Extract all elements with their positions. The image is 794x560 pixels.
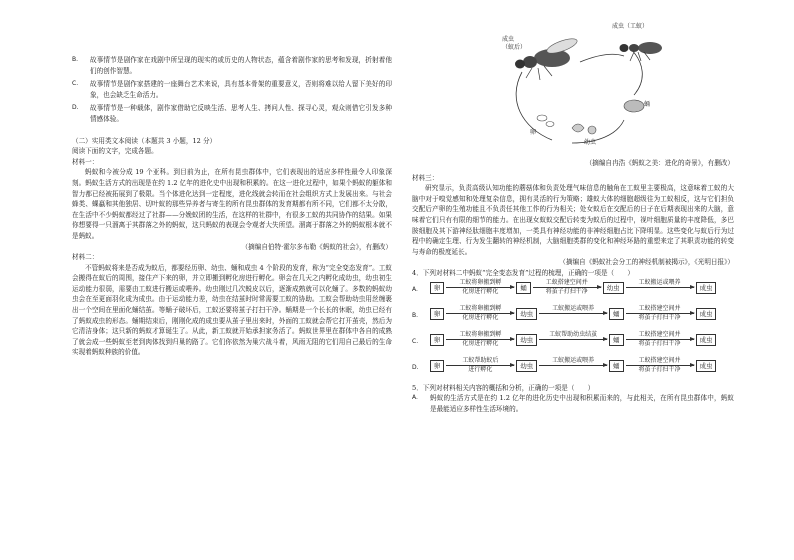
- options-top: [72, 55, 392, 125]
- arrow-line: [539, 365, 607, 366]
- flow-arrow: [624, 279, 696, 296]
- flow-stage-box: 蛹: [609, 360, 623, 372]
- flow-arrow: [537, 357, 609, 374]
- flow-arrow-label-bottom: 化房进行孵化: [462, 313, 499, 321]
- flow-arrow-label-bottom: 将茧子打扫干净: [638, 313, 681, 321]
- right-column: [412, 0, 734, 414]
- arrow-line: [446, 313, 514, 314]
- flow-arrow: [624, 331, 696, 348]
- diagram-source: （摘编自冉浩《蚂蚁之美：进化的奇景》，有删改）: [585, 159, 734, 167]
- label-pupa: 蛹: [644, 101, 651, 108]
- flow-option: [412, 331, 734, 353]
- flow-arrow-label-bottom: 化房进行孵化: [462, 287, 499, 295]
- question-4-options: [412, 279, 734, 379]
- larva-icon: [572, 124, 596, 134]
- arrow-line: [446, 365, 514, 366]
- material-1-source: （摘编自伯特·霍尔多布勒《蚂蚁的社会》，有删改）: [241, 242, 392, 251]
- flow-arrow-label-bottom: 将茧子打扫干净: [638, 365, 681, 373]
- flow-stage-box: 成虫: [696, 308, 717, 320]
- question-4: 4．下列对材料二中蚂蚁“完全变态发育”过程的梳理，正确的一项是（ ）: [412, 268, 634, 277]
- flow-arrow-label-bottom: [624, 288, 696, 296]
- flow-option-letter: B.: [412, 311, 419, 319]
- label-larva: 幼虫: [584, 139, 597, 146]
- egg-icon: [537, 115, 554, 127]
- material-1-text: 蚂蚁和今被分成 19 个亚科。到目前为止，在所有昆虫群体中，它们表现出的适应多样性最令人印象深刻。蚂蚁生活方式的出现是在约 1.2 亿年的进化史中出现和积累的。在这一进化过程中，如果个蚂蚁的躯体和智力都已经被拓展到了极限。当个体进化达到一定程度，进化线就会转而在社会组织方式上发展出来。与社会蜂类、蜾蠃和其他独居、切叶蚁的那些异养者与寄生的所有昆虫群体的发育期都有所不同，它们都不太分散，在生活中不少蚂蚁都经过了社群——分娩蚁团的生活，在这样的社群中，有很多工蚁的共同协作的结果。如果你想要得一只溜离于其群落之外的蚂蚁，这只蚂蚁的表现会令观者大失所望。溜离于群落之外的蚂蚁根本就不是蚂蚁。: [72, 168, 392, 240]
- flow-arrow-label-top: 工蚁将卵搬到孵: [459, 278, 502, 286]
- option-b: B. 故事情节是剧作家在戏剧中所呈现的现实的或历史的人物状态，蕴含着剧作家的思考和发现，折射着他们的创作智慧。: [72, 56, 392, 75]
- flow-arrow-label-top: 工蚁搭建空间并: [638, 356, 681, 364]
- flow-arrow-label-top: 工蚁搭建空间并: [638, 330, 681, 338]
- flow-stage-box: 卵: [430, 282, 444, 294]
- material-3-text: 研究显示，负责高级认知功能的蘑菇体和负责处理气味信息的触角在工蚁里主要极高，这意味着工蚁的大脑中对于嗅觉感知和处理复杂信息，拥有灵活的行为策略；雄蚁大体的细胞超级往为工蚁相反，这与它们担负交配后产卵的生殖功能且不负责任其他工作的行为相关；处女蚁后在交配后的日子在后期表现出来的大脑，意味着它们只有有限的细节的能力。在出现女蚁蚁交配后转变为蚁后的过程中，视叶细胞质量的丰度降低，多巴胺细胞及其下游神经肽细胞丰度增加，一类具有神经功能的非神经细胞占比下降明显。这些变化与蚁后行为过程中的确定生理、行为发生翻转的神经机制，大脑细胞类群的变化和神经环路的重塑来定了其职责功能的转变与寿命的极度延长。: [412, 184, 734, 256]
- flow-arrow-label-top: 工蚁搭建空间并: [545, 278, 588, 286]
- flow-arrow-label-bottom: 将茧子打扫干净: [638, 339, 681, 347]
- label-egg: 卵: [530, 129, 537, 136]
- arrow-line: [626, 339, 694, 340]
- left-column: [72, 0, 392, 358]
- flow-arrow-label-top: 工蚁搬运或喂养: [552, 304, 595, 312]
- arrow-line: [539, 339, 607, 340]
- flow-option: [412, 357, 734, 379]
- flow-arrow-label-top: 工蚁帮助幼虫结茧: [549, 330, 598, 338]
- flow-stage-box: 卵: [430, 308, 444, 320]
- flow-arrow: [444, 357, 516, 374]
- question-5: 5．下列对材料相关内容的概括和分析，正确的一项是（ ）: [412, 383, 595, 392]
- flow-arrow: [624, 357, 696, 374]
- section-title: （二）实用类文本阅读（本题共 3 小题，12 分）: [72, 136, 217, 145]
- flow-arrow: [531, 279, 603, 296]
- flow-stage-box: 成虫: [696, 334, 717, 346]
- flow-stage-box: 幼虫: [516, 360, 537, 372]
- material-1-title: 材料一：: [72, 157, 99, 166]
- flow-arrow: [537, 331, 609, 348]
- flow-arrow-label-top: 工蚁将卵搬到孵: [459, 330, 502, 338]
- flow-arrow: [537, 305, 609, 322]
- flow-arrow-label-bottom: [537, 314, 609, 322]
- label-queen: 成虫 （蚁后）: [502, 36, 527, 51]
- flow-arrow: [444, 279, 516, 296]
- flow-arrow-label-top: 工蚁搬运或喂养: [552, 356, 595, 364]
- flow-stage-box: 幼虫: [516, 308, 537, 320]
- arrow-line: [446, 287, 514, 288]
- material-2-title: 材料二：: [72, 253, 99, 262]
- flow-stage-box: 卵: [430, 360, 444, 372]
- flow-stage-box: 幼虫: [603, 282, 624, 294]
- option-c: C. 故事情节是剧作家搭建的一座舞台艺术来说，具有基本骨架的重要意义，否则将难以给人留下美好的印象，也会缺乏生命活力。: [72, 80, 392, 99]
- flow-arrow: [624, 305, 696, 322]
- option-d: D. 故事情节是一种载体，剧作家借助它反映生活、思考人生、拷问人性、探寻心灵，观众则借它引发多种情感体验。: [72, 104, 392, 123]
- material-2-text: 不管蚂蚁将来是否成为蚁后，都要经历卵、幼虫、蛹和成虫 4 个阶段的发育，称为“完全变态发育”。工蚁会搬得在蚁后的周围，接住产下来的卵，并立即搬到孵化房进行孵化。卵会在几天之内孵化成幼虫，幼虫初生运动能力很弱，需要由工蚁进行搬运或喂养。幼虫刚过几次蜕皮以后，逐渐成熟就可以化蛹了。多数的蚂蚁幼虫会在至更面羽化成为成虫。由于运动能力差，幼虫在结茧时时常需要工蚁的协助。工蚁会帮助幼虫用丝缠裹出一个空间在里面化蛹结茧。等蛹子破坏后，工蚁还要将茧子打扫干净。蛹期是一个长长的休眠，幼虫已经有了蚂蚁成虫的形态。蛹期结束后，刚刚化成的成虫要从茧子里出来时，外面的工蚁就会帮它打开茧壳，然后为它清洁身体；这只新的蚂蚁才算诞生了。从此，新工蚁就开始承担家务活了。蚂蚁世界里在群体中各自的成熟了就会成一些蚂蚁至老到肉体找到归巢的路了。它们你依然为巢穴战斗着，风雨无阻的它们用自己最后的生命实现着蚂蚁种族的价值。: [72, 263, 392, 357]
- flow-option-letter: D.: [412, 363, 419, 371]
- worker-ant-icon: [620, 42, 663, 61]
- arrow-line: [626, 365, 694, 366]
- material-3-source: （摘编自《蚂蚁社会分工的神经机制被揭示》，《光明日报》）: [559, 258, 734, 267]
- flow-arrow-label-top: 工蚁搭建空间并: [638, 304, 681, 312]
- arrow-line: [626, 287, 694, 288]
- flow-option: [412, 305, 734, 327]
- flow-option-letter: A.: [412, 285, 418, 293]
- flow-option: [412, 279, 734, 301]
- arrow-line: [626, 313, 694, 314]
- flow-stage-box: 蛹: [609, 334, 623, 346]
- flow-stage-box: 成虫: [696, 360, 717, 372]
- flow-arrow-label-bottom: 化房进行孵化: [462, 339, 499, 347]
- flow-stage-box: 幼虫: [516, 334, 537, 346]
- arrow-line: [533, 287, 601, 288]
- instruction: 阅读下面的文字，完成各题。: [72, 147, 158, 156]
- q5-option-a: A. 蚂蚁的生活方式是在约 1.2 亿年的进化历史中出现和积累而来的，与此相关，在所有昆虫群体中，蚂蚁是最能适应多样性生活环境的。: [412, 394, 734, 413]
- flow-arrow-label-bottom: 将茧子打扫干净: [545, 287, 588, 295]
- pupa-icon: [624, 100, 644, 112]
- flow-arrow-label-bottom: [537, 366, 609, 374]
- lifecycle-illustration: [412, 0, 734, 150]
- flow-arrow-label-bottom: 进行孵化: [468, 365, 493, 373]
- flow-arrow-label-top: 工蚁搬运或喂养: [638, 278, 681, 286]
- flow-arrow: [444, 331, 516, 348]
- ant-lifecycle-diagram: [412, 0, 734, 158]
- flow-stage-box: 卵: [430, 334, 444, 346]
- arrow-line: [539, 313, 607, 314]
- flow-stage-box: 蛹: [609, 308, 623, 320]
- flow-arrow-label-bottom: [537, 340, 609, 348]
- flow-arrow: [444, 305, 516, 322]
- flow-option-letter: C.: [412, 337, 419, 345]
- material-3-title: 材料三：: [412, 173, 439, 182]
- flow-stage-box: 成虫: [696, 282, 717, 294]
- flow-arrow-label-top: 工蚁将卵搬到孵: [459, 304, 502, 312]
- flow-arrow-label-top: 工蚁帮助蚁后: [462, 356, 499, 364]
- label-worker: 成虫（工蚁）: [612, 23, 649, 30]
- flow-stage-box: 蛹: [516, 282, 530, 294]
- arrow-line: [446, 339, 514, 340]
